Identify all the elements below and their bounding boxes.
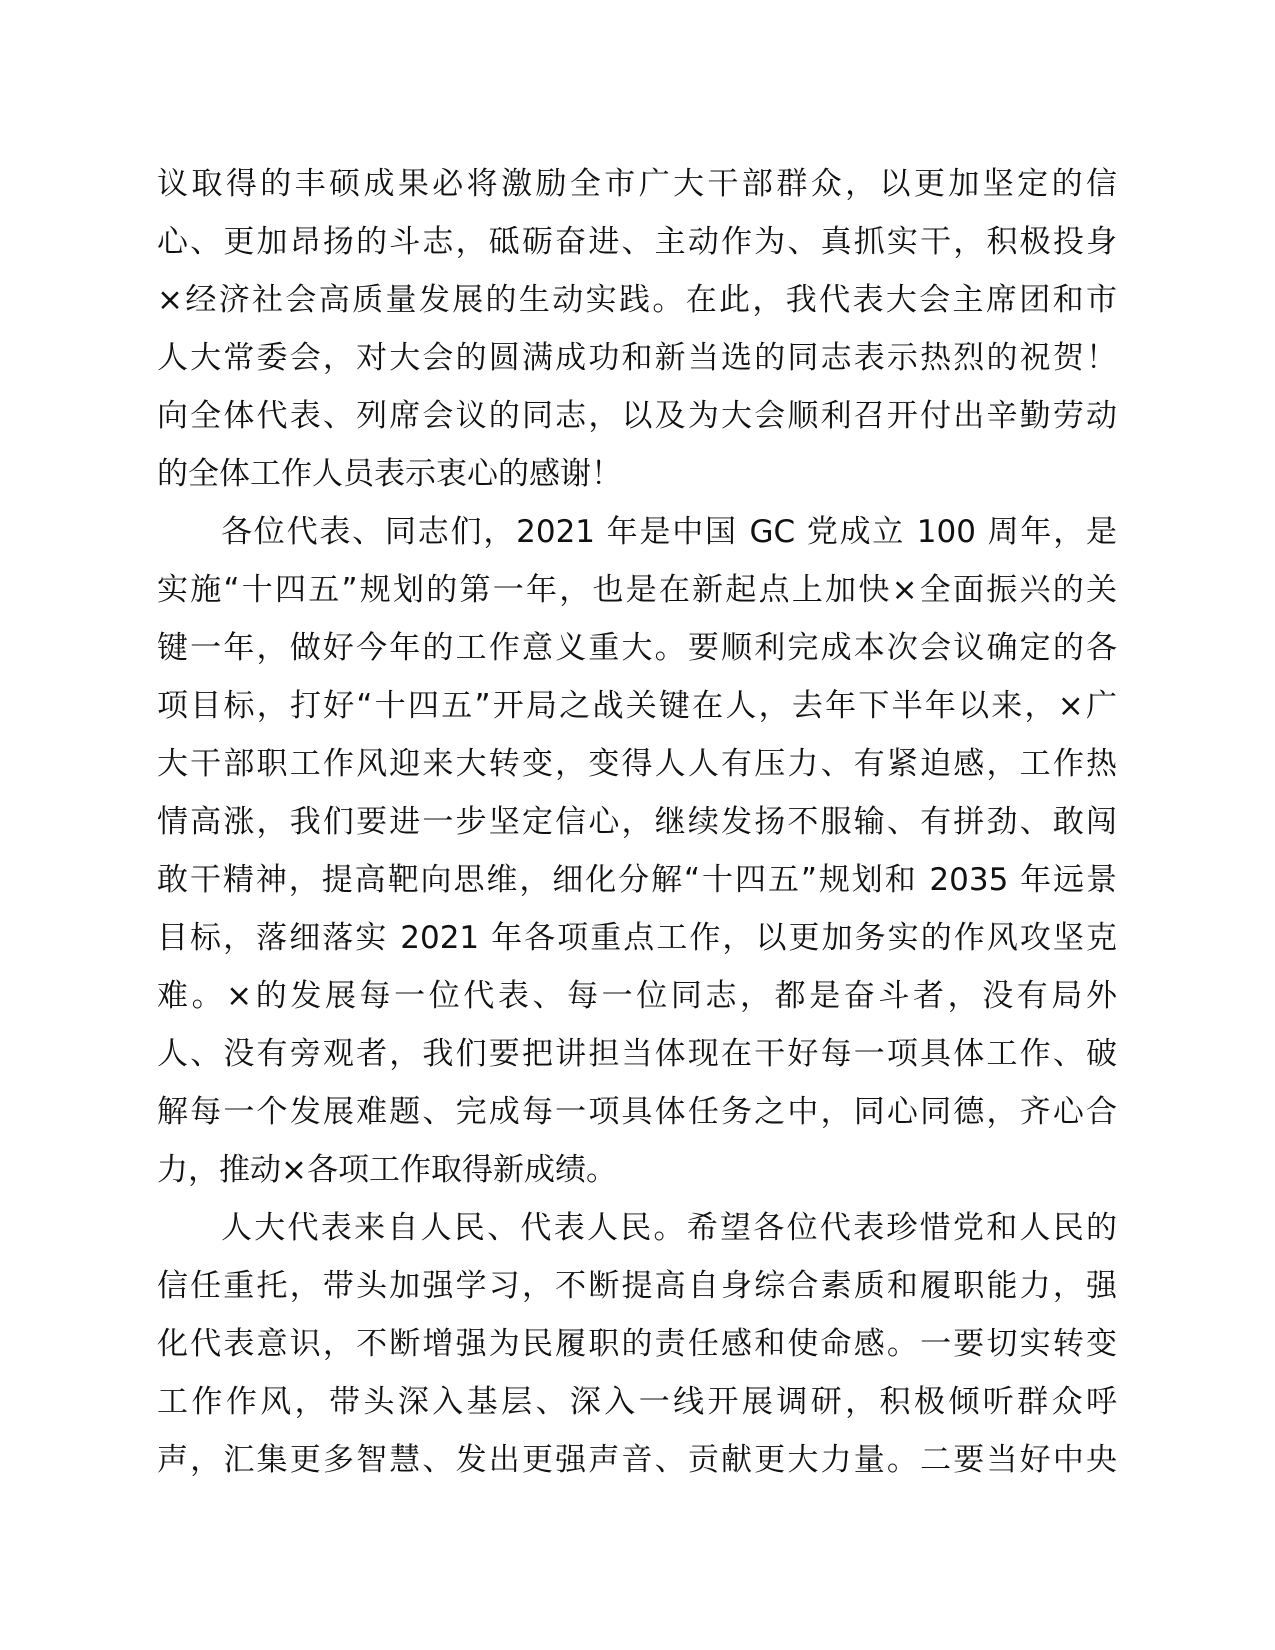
- body-text: [157, 155, 1117, 1489]
- text-line: 情高涨，我们要进一步坚定信心，继续发扬不服输、有拼劲、敢闯: [157, 804, 1117, 840]
- text-line: 向全体代表、列席会议的同志，以及为大会顺利召开付出辛勤劳动: [157, 398, 1117, 434]
- text-line: 解每一个发展难题、完成每一项具体任务之中，同心同德，齐心合: [157, 1094, 1117, 1130]
- text-line: 议取得的丰硕成果必将激励全市广大干部群众，以更加坚定的信: [157, 166, 1117, 202]
- text-line: 人大常委会，对大会的圆满成功和新当选的同志表示热烈的祝贺！: [157, 340, 1117, 376]
- text-line: 实施“十四五”规划的第一年，也是在新起点上加快×全面振兴的关: [157, 572, 1117, 608]
- text-line: 项目标，打好“十四五”开局之战关键在人，去年下半年以来，×广: [157, 688, 1117, 724]
- text-line: 工作作风，带头深入基层、深入一线开展调研，积极倾听群众呼: [157, 1384, 1117, 1420]
- text-line: 的全体工作人员表示衷心的感谢！: [157, 456, 622, 492]
- text-line: 键一年，做好今年的工作意义重大。要顺利完成本次会议确定的各: [157, 630, 1117, 666]
- text-line: 力，推动×各项工作取得新成绩。: [157, 1152, 617, 1188]
- paragraph-first-line: 人大代表来自人民、代表人民。希望各位代表珍惜党和人民的: [221, 1210, 1117, 1246]
- text-line: 化代表意识，不断增强为民履职的责任感和使命感。一要切实转变: [157, 1326, 1117, 1362]
- text-line: 难。×的发展每一位代表、每一位同志，都是奋斗者，没有局外: [157, 978, 1117, 1014]
- text-line: 信任重托，带头加强学习，不断提高自身综合素质和履职能力，强: [157, 1268, 1117, 1304]
- paragraph-first-line: 各位代表、同志们，2021 年是中国 GC 党成立 100 周年，是: [221, 514, 1117, 550]
- text-line: 目标，落细落实 2021 年各项重点工作，以更加务实的作风攻坚克: [157, 920, 1117, 956]
- text-line: 心、更加昂扬的斗志，砥砺奋进、主动作为、真抓实干，积极投身: [157, 224, 1117, 260]
- text-line: 声，汇集更多智慧、发出更强声音、贡献更大力量。二要当好中央: [157, 1442, 1117, 1478]
- text-line: 大干部职工作风迎来大转变，变得人人有压力、有紧迫感，工作热: [157, 746, 1117, 782]
- text-line: 敢干精神，提高靶向思维，细化分解“十四五”规划和 2035 年远景: [157, 862, 1117, 898]
- text-line: ×经济社会高质量发展的生动实践。在此，我代表大会主席团和市: [157, 282, 1117, 318]
- text-line: 人、没有旁观者，我们要把讲担当体现在干好每一项具体工作、破: [157, 1036, 1117, 1072]
